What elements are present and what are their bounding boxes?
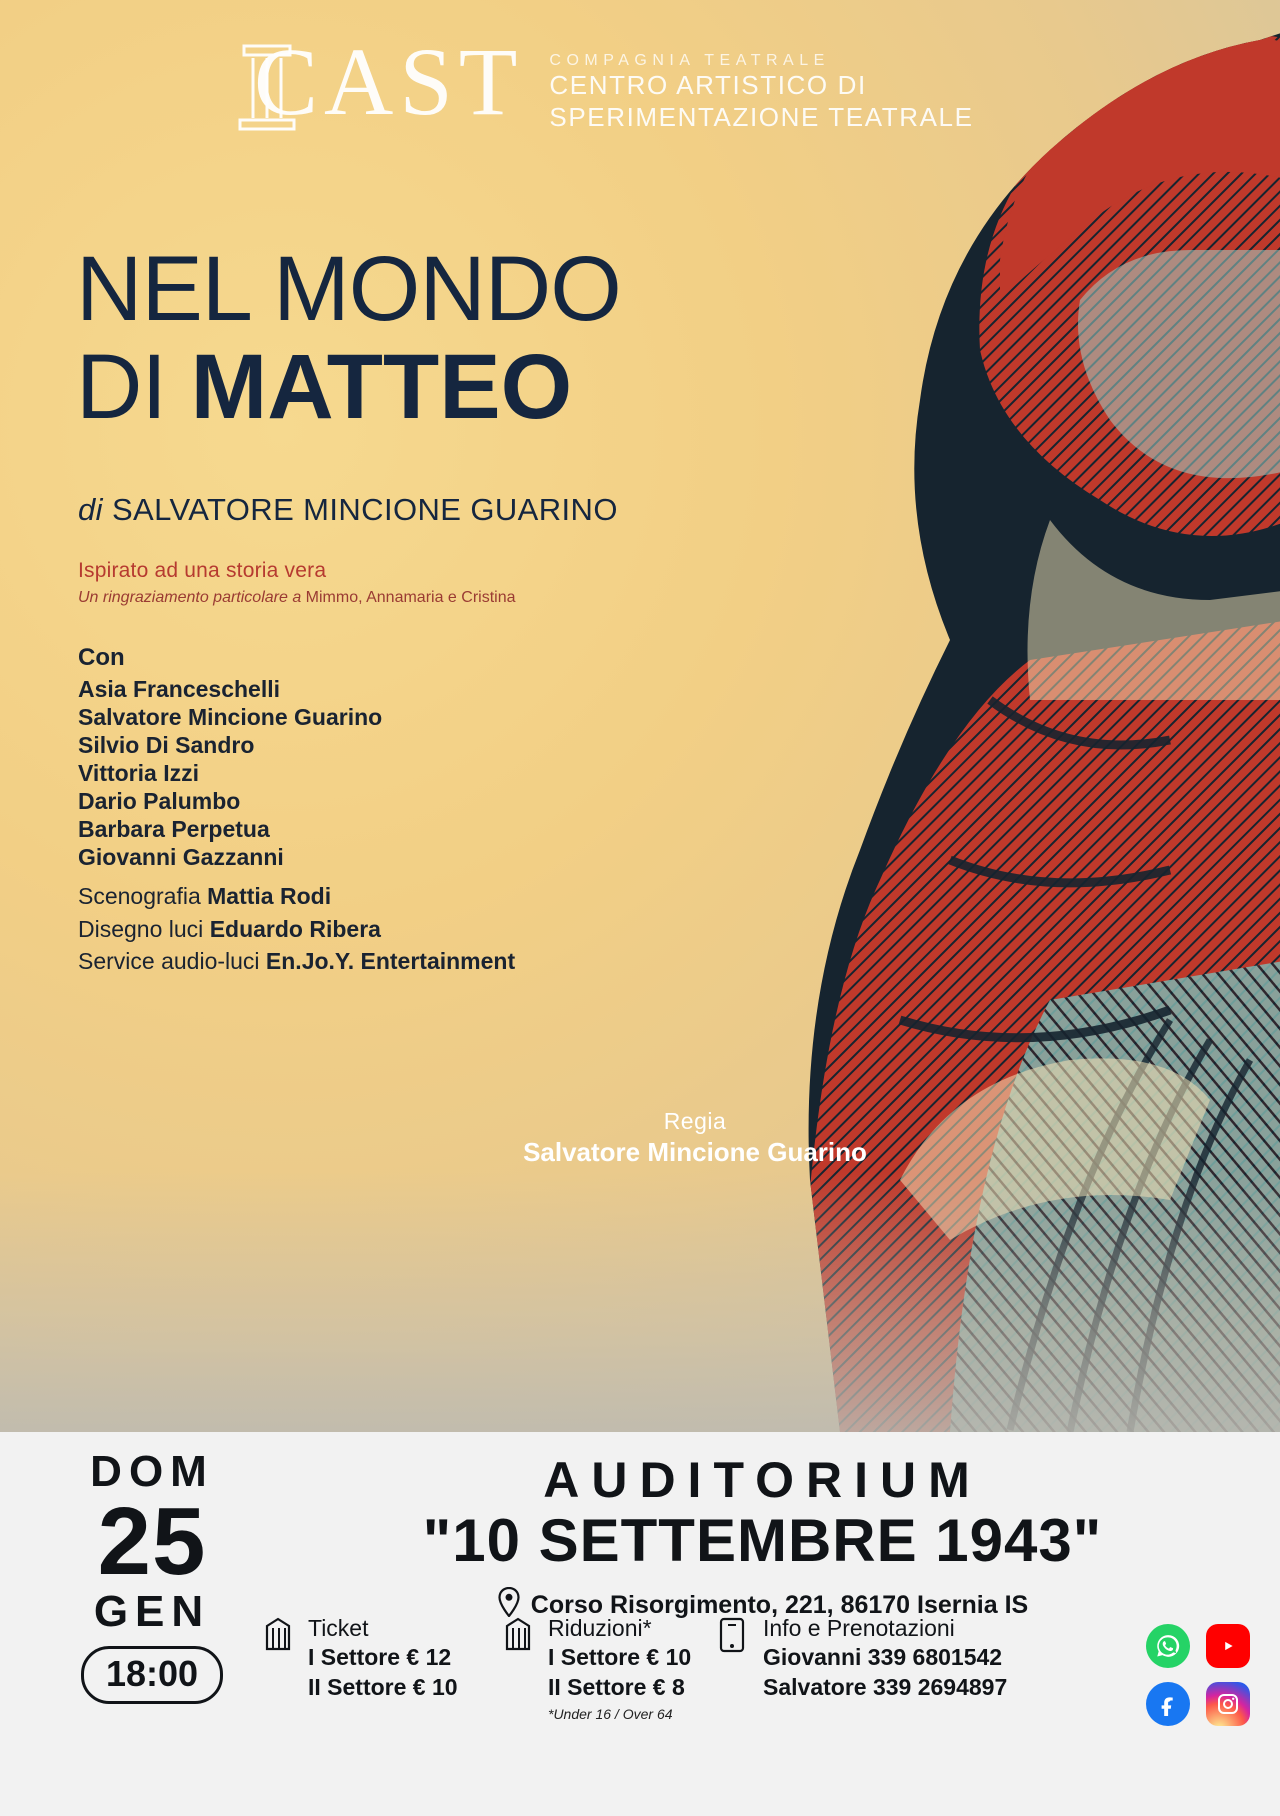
director-credit <box>0 1108 1280 1168</box>
contact-line[interactable]: Salvatore 339 2694897 <box>763 1673 1008 1700</box>
cast-member: Dario Palumbo <box>78 788 241 815</box>
reductions-price-line: II Settore € 8 <box>548 1673 685 1700</box>
cast-member: Salvatore Mincione Guarino <box>78 704 383 731</box>
venue-name-line-1: AUDITORIUM <box>543 1452 982 1508</box>
contacts-text <box>763 1614 1007 1703</box>
playwright-credit <box>78 492 618 528</box>
event-month: GEN <box>93 1587 211 1637</box>
contacts-column <box>717 1614 1047 1722</box>
facebook-glyph <box>1156 1692 1180 1716</box>
whatsapp-icon[interactable] <box>1146 1624 1190 1668</box>
ticket-text <box>308 1614 458 1703</box>
cast-list <box>78 644 382 871</box>
logo-line-3: SPERIMENTAZIONE TEATRALE <box>549 101 974 132</box>
phone-icon <box>717 1614 751 1659</box>
phone-icon-svg <box>717 1616 747 1654</box>
instagram-glyph <box>1216 1692 1240 1716</box>
ticket-icon <box>502 1614 536 1657</box>
inspired-line-2 <box>78 589 516 607</box>
crew-name: Mattia Rodi <box>207 883 332 909</box>
title-line-2-prefix: DI <box>76 336 191 439</box>
logo-subtitle <box>549 52 973 133</box>
pricing-and-contacts <box>262 1614 1270 1722</box>
ticket-icon-svg <box>262 1616 294 1652</box>
event-date-block <box>52 1447 252 1704</box>
cast-member: Asia Franceschelli <box>78 676 280 702</box>
crew-role: Disegno luci <box>78 915 210 942</box>
reductions-column <box>502 1614 717 1722</box>
cast-heading: Con <box>78 644 125 671</box>
inspired-thanks-label: Un ringraziamento particolare a <box>78 589 302 606</box>
inspired-thanks-names: Mimmo, Annamaria e Cristina <box>301 589 516 606</box>
ticket-icon-svg <box>502 1616 534 1652</box>
whatsapp-glyph <box>1155 1633 1181 1659</box>
venue-address: Corso Risorgimento, 221, 86170 Isernia IS <box>530 1591 1029 1620</box>
contacts-heading: Info e Prenotazioni <box>763 1615 955 1641</box>
ticket-price-line: I Settore € 12 <box>308 1643 452 1670</box>
crew-name: En.Jo.Y. Entertainment <box>265 948 516 975</box>
logo-line-2: CENTRO ARTISTICO DI <box>549 70 867 100</box>
logo-wordmark: CAST <box>254 28 524 135</box>
cast-member: Vittoria Izzi <box>78 760 199 787</box>
crew-role: Service audio-luci <box>78 948 266 975</box>
director-label: Regia <box>663 1108 727 1134</box>
crew-name: Eduardo Ribera <box>209 915 381 942</box>
reductions-text <box>548 1614 691 1722</box>
inspired-line-1: Ispirato ad una storia vera <box>78 559 327 582</box>
playwright-name: SALVATORE MINCIONE GUARINO <box>111 492 618 527</box>
crew-row <box>78 880 515 913</box>
reductions-note: *Under 16 / Over 64 <box>548 1705 673 1722</box>
event-day: 25 <box>97 1488 207 1595</box>
instagram-icon[interactable] <box>1206 1682 1250 1726</box>
contact-line[interactable]: Giovanni 339 6801542 <box>763 1643 1003 1670</box>
ticket-heading: Ticket <box>308 1615 369 1641</box>
cast-member: Barbara Perpetua <box>78 816 270 843</box>
company-logo <box>228 28 974 138</box>
playwright-prefix: di <box>78 492 112 527</box>
title-line-2-strong: MATTEO <box>190 336 573 439</box>
venue-name-line-2: "10 SETTEMBRE 1943" <box>422 1506 1103 1574</box>
crew-role: Scenografia <box>78 883 208 909</box>
portrait-svg <box>650 0 1280 1432</box>
cast-member: Silvio Di Sandro <box>78 732 255 759</box>
social-links <box>1146 1624 1258 1726</box>
event-info-bar <box>0 1432 1280 1816</box>
crew-row <box>78 913 515 946</box>
youtube-icon[interactable] <box>1206 1624 1250 1668</box>
event-time-badge: 18:00 <box>81 1646 223 1704</box>
title-line-1: NEL MONDO <box>76 238 621 340</box>
ticket-icon <box>262 1614 296 1657</box>
director-name: Salvatore Mincione Guarino <box>523 1137 867 1167</box>
crew-row <box>78 945 515 978</box>
event-weekday: DOM <box>90 1447 214 1496</box>
inspired-note <box>78 559 516 607</box>
venue-block <box>265 1454 1260 1624</box>
portrait-illustration <box>650 0 1280 1432</box>
reductions-heading: Riduzioni* <box>548 1615 652 1641</box>
title-line-2 <box>76 336 621 439</box>
crew-list <box>78 880 515 978</box>
cast-member: Giovanni Gazzanni <box>78 844 284 871</box>
reductions-price-line: I Settore € 10 <box>548 1643 692 1670</box>
ticket-price-line: II Settore € 10 <box>308 1673 458 1700</box>
ticket-column <box>262 1614 502 1722</box>
logo-line-1: COMPAGNIA TEATRALE <box>549 52 830 69</box>
location-pin-icon-svg <box>497 1587 521 1617</box>
youtube-glyph <box>1215 1636 1241 1656</box>
show-title <box>76 238 621 439</box>
facebook-icon[interactable] <box>1146 1682 1190 1726</box>
